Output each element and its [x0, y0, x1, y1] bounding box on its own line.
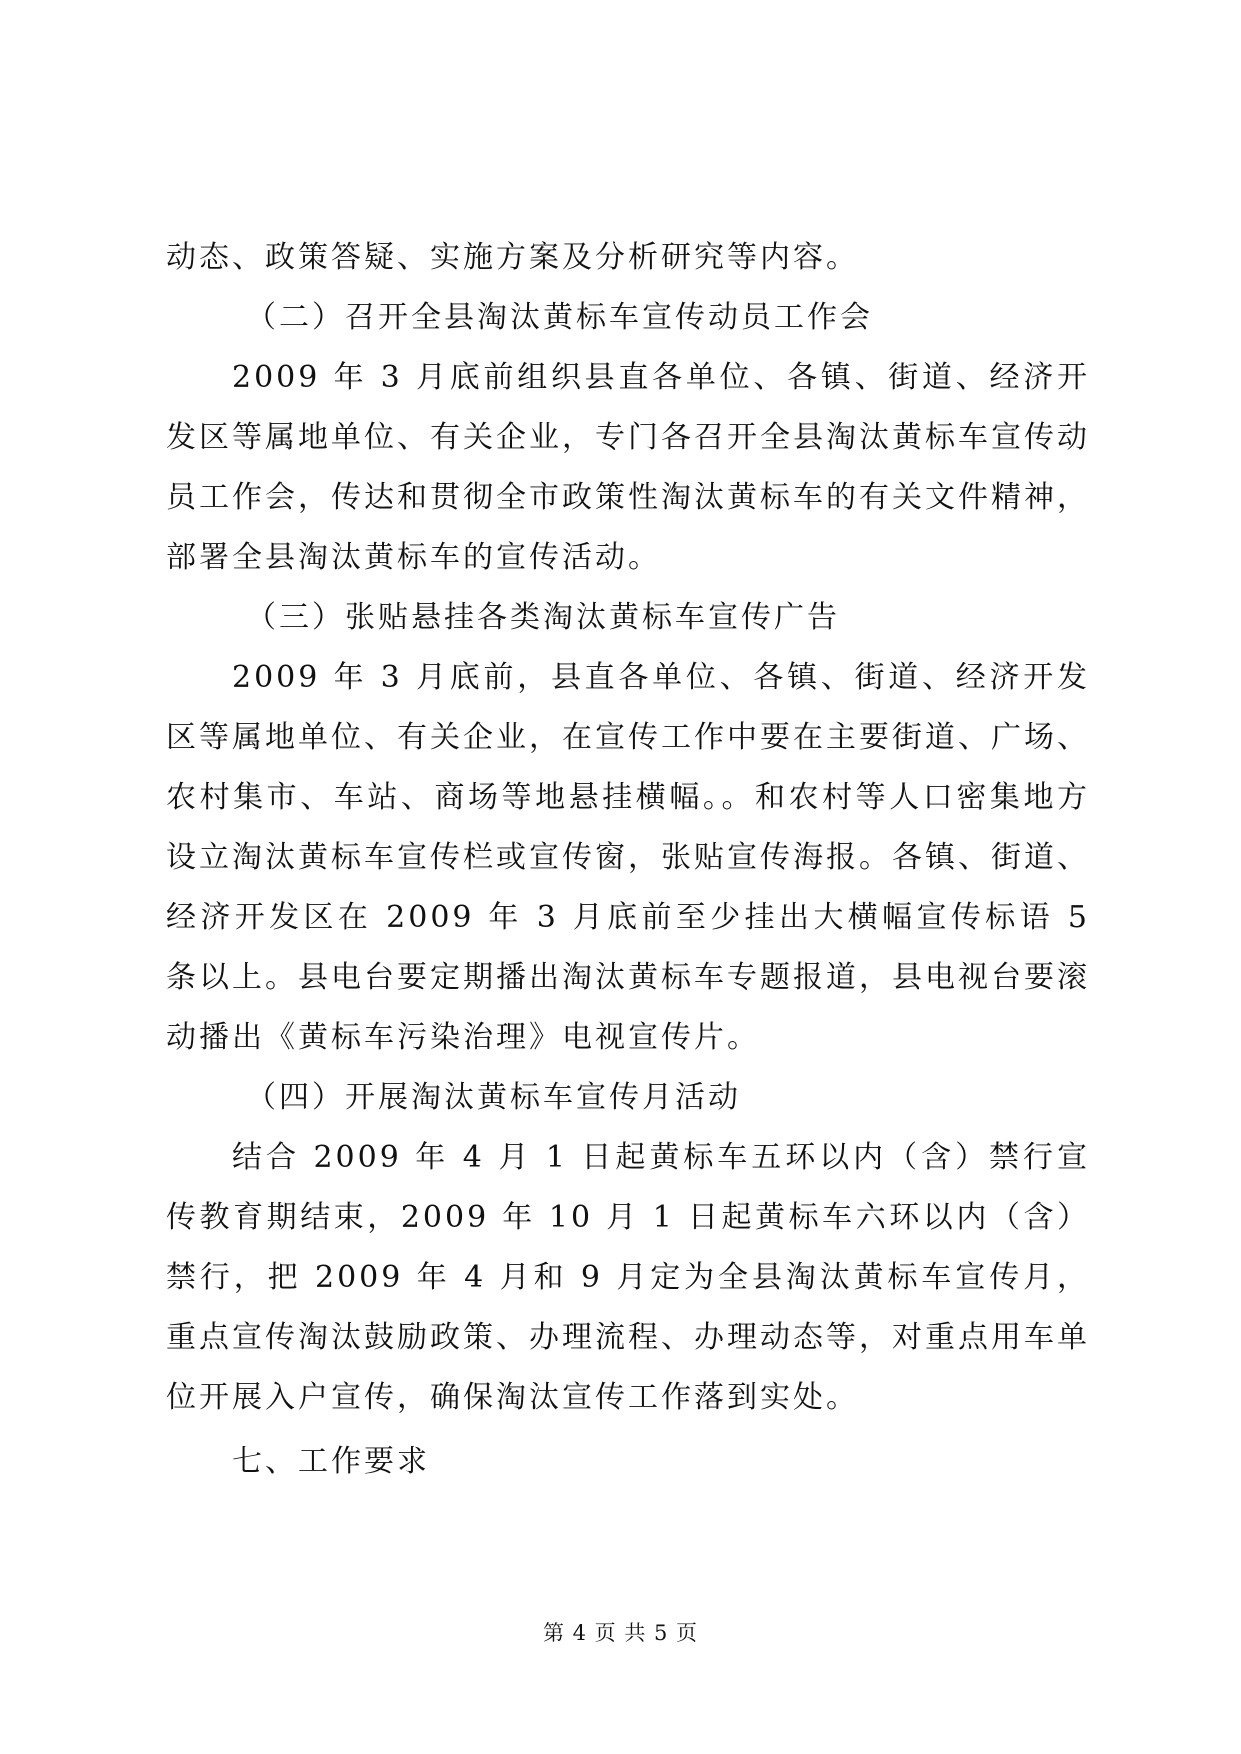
paragraph-mobilization-meeting: 2009 年 3 月底前组织县直各单位、各镇、街道、经济开发区等属地单位、有关企业，专门各召开全县淘汰黄标车宣传动员工作会，传达和贯彻全市政策性淘汰黄标车的有关文件精神，部署全县淘汰黄标车的宣传活动。	[166, 360, 1090, 575]
section-heading-2: （二）召开全县淘汰黄标车宣传动员工作会	[246, 300, 873, 335]
paragraph-publicity-month: 结合 2009 年 4 月 1 日起黄标车五环以内（含）禁行宣传教育期结束，2009 年 10 月 1 日起黄标车六环以内（含）禁行，把 2009 年 4 月和 9 月定为全县淘汰黄标车宣传月，重点宣传淘汰鼓励政策、办理流程、办理动态等，对重点用车单位开展入户宣传，确保淘汰宣传工作落到实处。	[166, 1140, 1090, 1415]
paragraph-continuation: 动态、政策答疑、实施方案及分析研究等内容。	[166, 240, 859, 275]
section-heading-3: （三）张贴悬挂各类淘汰黄标车宣传广告	[246, 600, 840, 635]
paragraph-posters-banners: 2009 年 3 月底前，县直各单位、各镇、街道、经济开发区等属地单位、有关企业，在宣传工作中要在主要街道、广场、农村集市、车站、商场等地悬挂横幅。。和农村等人口密集地方设立淘汰黄标车宣传栏或宣传窗，张贴宣传海报。各镇、街道、经济开发区在 2009 年 3 月底前至少挂出大横幅宣传标语 5 条以上。县电台要定期播出淘汰黄标车专题报道，县电视台要滚动播出《黄标车污染治理》电视宣传片。	[166, 660, 1090, 1055]
section-heading-4: （四）开展淘汰黄标车宣传月活动	[246, 1080, 741, 1115]
document-body	[166, 228, 1090, 1492]
page-number-footer: 第 4 页 共 5 页	[542, 1621, 699, 1645]
section-heading-7: 七、工作要求	[232, 1444, 430, 1479]
